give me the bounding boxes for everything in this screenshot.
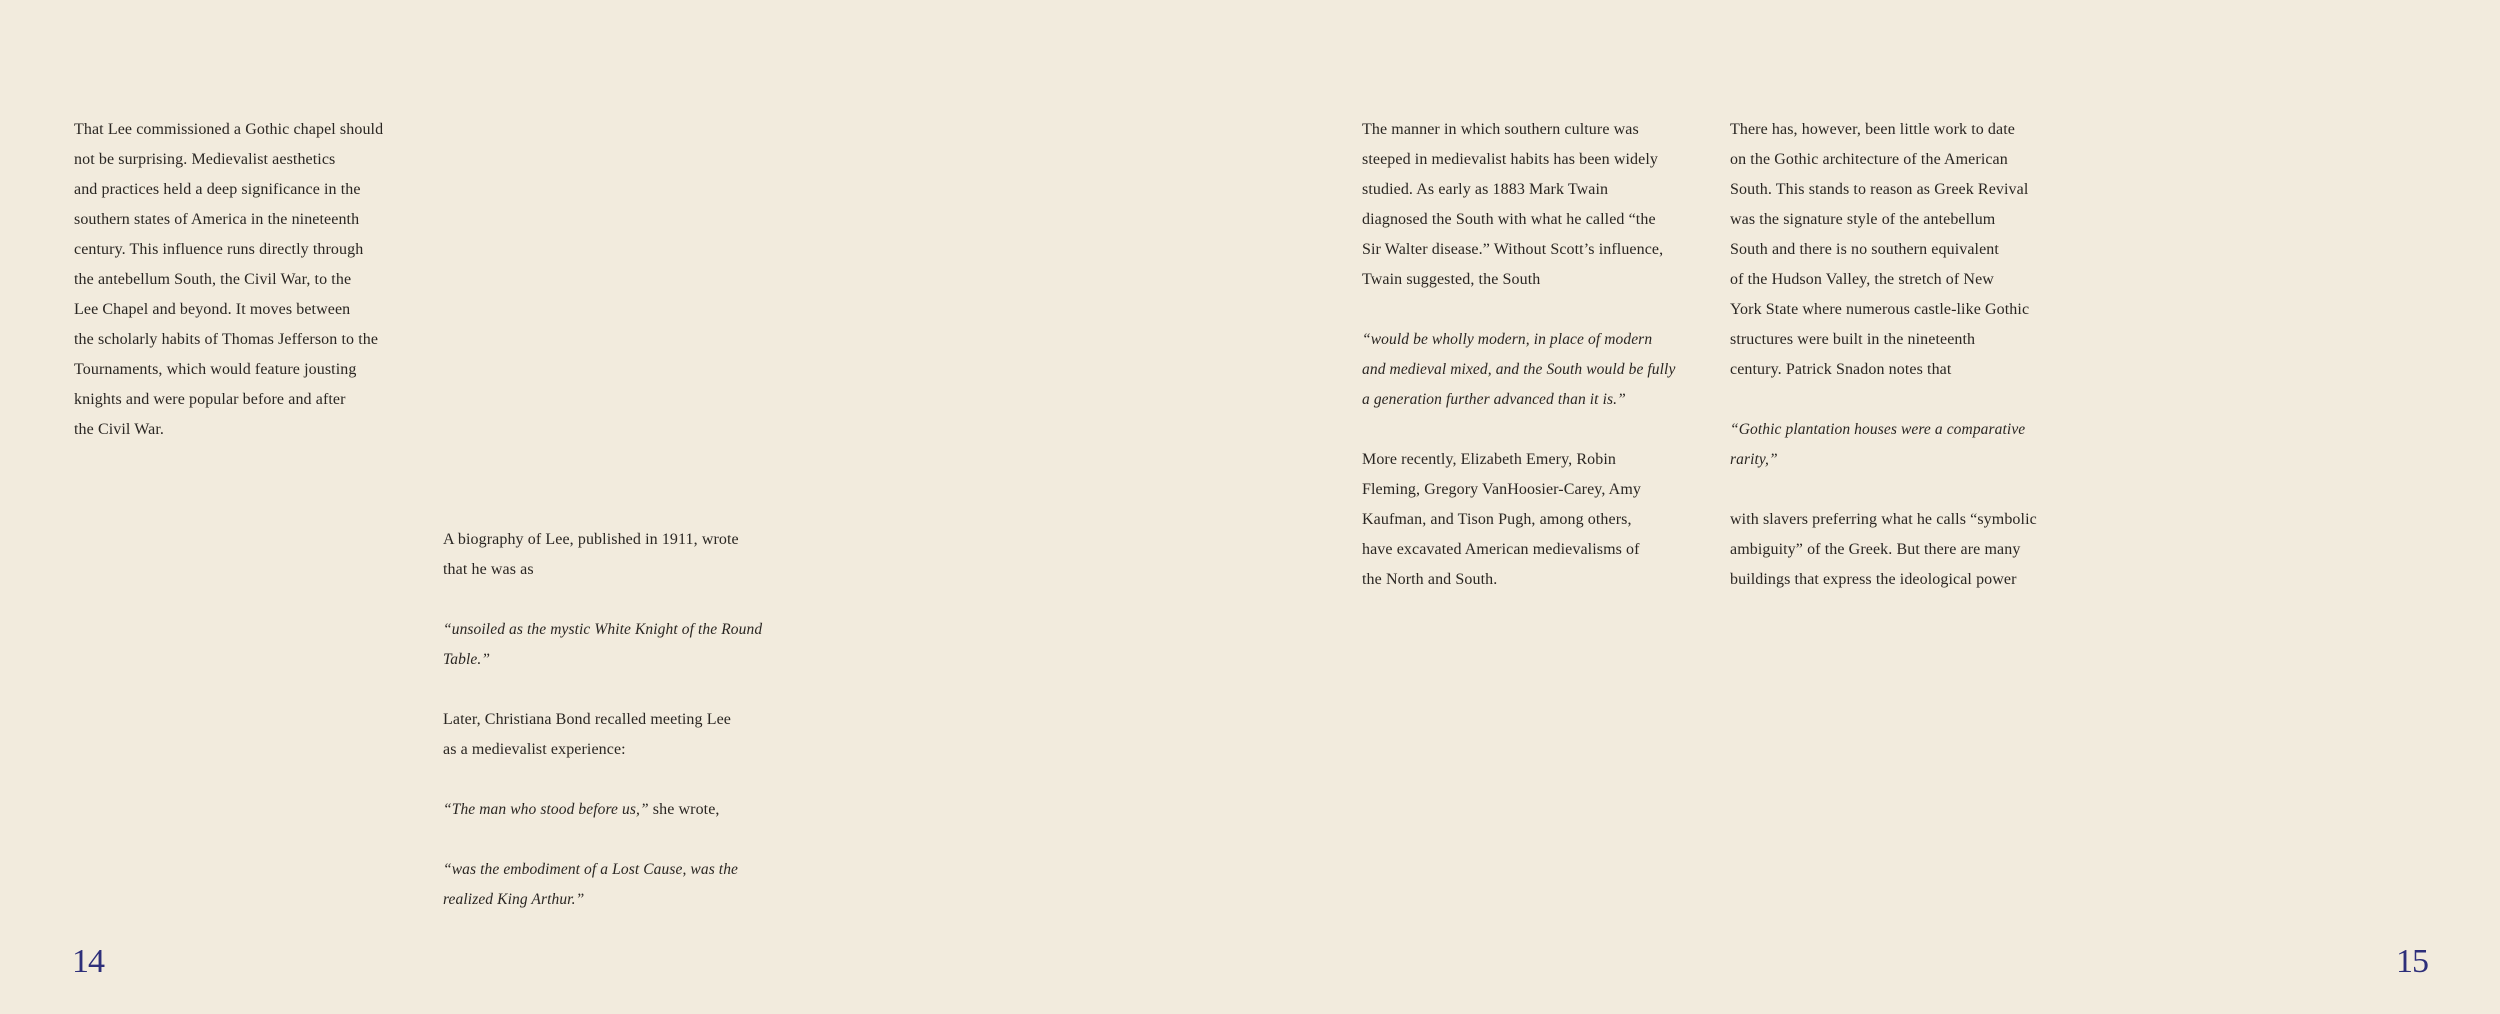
text-line: Tournaments, which would feature jousting	[74, 361, 357, 378]
text-line: rarity,”	[1730, 451, 1778, 468]
text-line: Twain suggested, the South	[1362, 271, 1541, 288]
text-line: the scholarly habits of Thomas Jefferson to the	[74, 331, 379, 348]
text-line: that he was as	[443, 561, 534, 578]
quote-fragment: “The man who stood before us,”	[443, 801, 649, 818]
quote-twain	[1362, 325, 1692, 415]
quote-white-knight	[443, 615, 783, 675]
text-line: Sir Walter disease.” Without Scott’s influence,	[1362, 241, 1664, 258]
quote-snadon	[1730, 415, 2070, 475]
text-line: “Gothic plantation houses were a comparative	[1730, 421, 2026, 438]
paragraph-biography	[443, 525, 783, 585]
text-line: There has, however, been little work to date	[1730, 121, 2015, 138]
text-line: with slavers preferring what he calls “symbolic	[1730, 511, 2037, 528]
left-page-column-2	[443, 525, 783, 915]
paragraph-symbolic-ambiguity	[1730, 505, 2070, 595]
paragraph-lee-chapel	[74, 115, 414, 445]
text-line: “was the embodiment of a Lost Cause, was the	[443, 861, 739, 878]
text-line: ambiguity” of the Greek. But there are many	[1730, 541, 2021, 558]
paragraph-recent-scholarship	[1362, 445, 1692, 595]
text-line: Table.”	[443, 651, 491, 668]
text-line: have excavated American medievalisms of	[1362, 541, 1640, 558]
text-line: diagnosed the South with what he called “the	[1362, 211, 1656, 228]
text-line: A biography of Lee, published in 1911, wrote	[443, 531, 739, 548]
text-line: knights and were popular before and after	[74, 391, 346, 408]
text-line: as a medievalist experience:	[443, 741, 626, 758]
text-line: on the Gothic architecture of the American	[1730, 151, 2008, 168]
text-line: century. This influence runs directly through	[74, 241, 364, 258]
text-line: “would be wholly modern, in place of modern	[1362, 331, 1653, 348]
text-line: Fleming, Gregory VanHoosier-Carey, Amy	[1362, 481, 1641, 498]
text-line: “unsoiled as the mystic White Knight of the Round	[443, 621, 763, 638]
text-line: the North and South.	[1362, 571, 1498, 588]
text-line: The manner in which southern culture was	[1362, 121, 1639, 138]
paragraph-gothic-architecture	[1730, 115, 2070, 385]
quote-king-arthur	[443, 855, 783, 915]
text-line: buildings that express the ideological power	[1730, 571, 2017, 588]
text-line: Kaufman, and Tison Pugh, among others,	[1362, 511, 1632, 528]
text-line: not be surprising. Medievalist aesthetics	[74, 151, 336, 168]
text-line: Lee Chapel and beyond. It moves between	[74, 301, 351, 318]
paragraph-christiana-bond	[443, 705, 783, 765]
text-line: South. This stands to reason as Greek Revival	[1730, 181, 2029, 198]
text-line: South and there is no southern equivalent	[1730, 241, 1999, 258]
quote-man-who-stood	[443, 795, 783, 825]
text-line: of the Hudson Valley, the stretch of New	[1730, 271, 1994, 288]
paragraph-southern-culture	[1362, 115, 1692, 295]
text-line: a generation further advanced than it is.”	[1362, 391, 1626, 408]
left-page-column-1	[74, 115, 414, 445]
text-line: realized King Arthur.”	[443, 891, 585, 908]
text-line: steeped in medievalist habits has been widely	[1362, 151, 1658, 168]
text-line: Later, Christiana Bond recalled meeting Lee	[443, 711, 731, 728]
text-line: That Lee commissioned a Gothic chapel should	[74, 121, 384, 138]
text-line: was the signature style of the antebellum	[1730, 211, 1996, 228]
text-fragment: she wrote,	[648, 801, 720, 818]
text-line: and practices held a deep significance in the	[74, 181, 361, 198]
text-line: the Civil War.	[74, 421, 165, 438]
text-line: the antebellum South, the Civil War, to the	[74, 271, 352, 288]
text-line: and medieval mixed, and the South would be fully	[1362, 361, 1676, 378]
text-line: More recently, Elizabeth Emery, Robin	[1362, 451, 1616, 468]
text-line: southern states of America in the nineteenth	[74, 211, 360, 228]
page-number-left: 14	[72, 943, 104, 980]
right-page-column-2	[1730, 115, 2070, 595]
text-line: century. Patrick Snadon notes that	[1730, 361, 1952, 378]
text-line: structures were built in the nineteenth	[1730, 331, 1976, 348]
right-page-column-1	[1362, 115, 1692, 595]
page-number-right: 15	[2396, 943, 2428, 980]
text-line: studied. As early as 1883 Mark Twain	[1362, 181, 1609, 198]
text-line: York State where numerous castle-like Gothic	[1730, 301, 2030, 318]
